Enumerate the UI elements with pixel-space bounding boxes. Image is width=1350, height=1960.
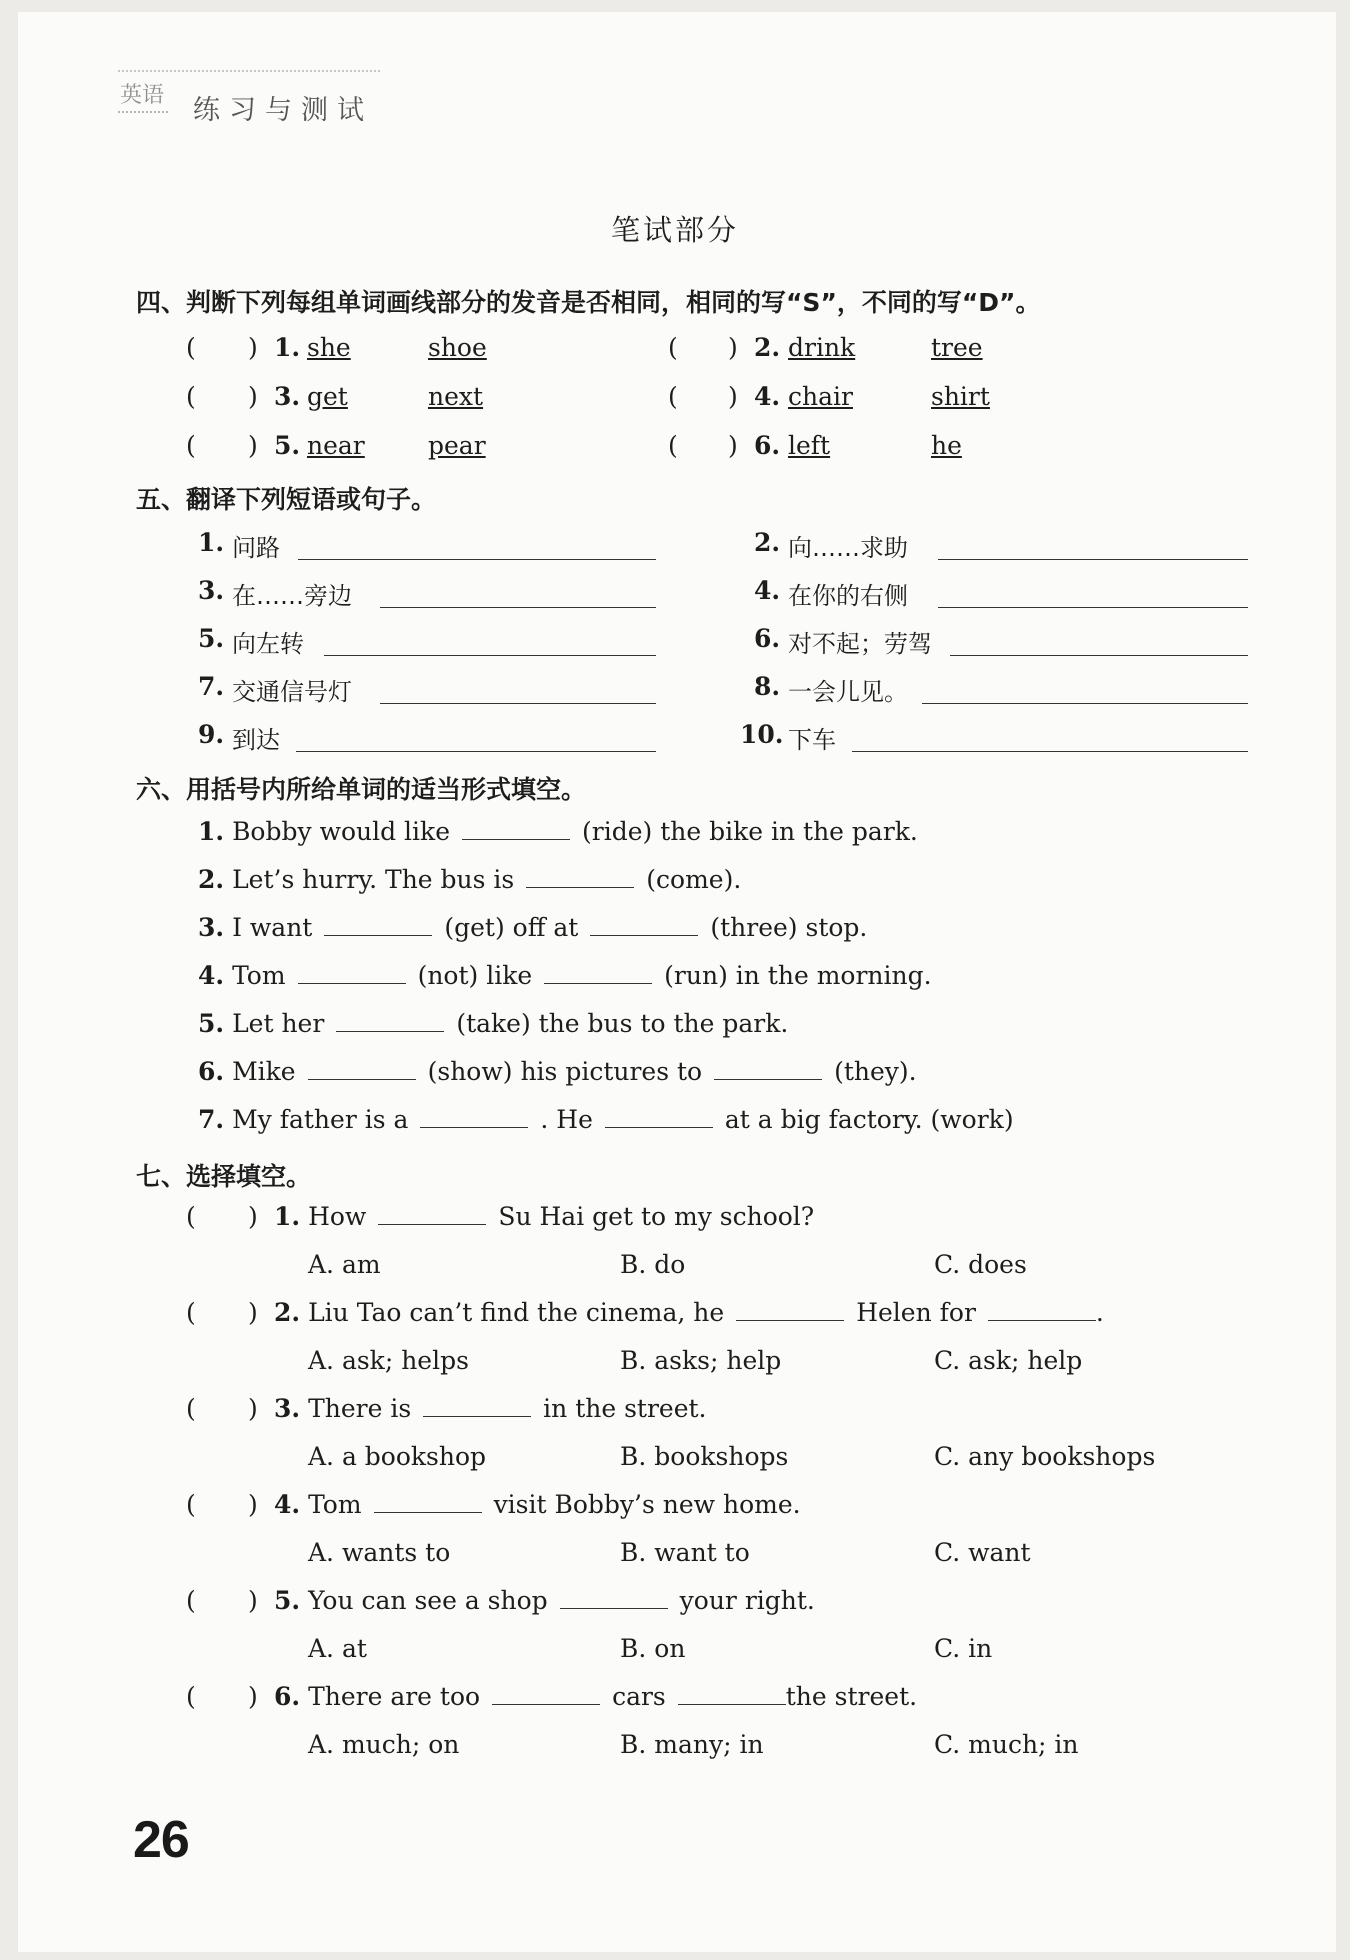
item-number: 9. — [198, 720, 225, 749]
item-number: 3. — [198, 576, 225, 605]
answer-paren-right: ) — [728, 431, 738, 460]
option[interactable]: A. wants to — [308, 1538, 451, 1567]
phrase: 在你的右侧 — [788, 582, 908, 610]
answer-paren-left: ( — [186, 1298, 196, 1327]
option[interactable]: A. much; on — [308, 1730, 460, 1759]
sentence-part: cars — [612, 1682, 666, 1711]
item-number: 6. — [754, 431, 781, 460]
fill-blank[interactable] — [462, 817, 570, 840]
part6-item — [0, 961, 1350, 1005]
mc-options — [0, 1250, 1350, 1294]
sentence-part: Let’s hurry. The bus is — [232, 865, 515, 894]
answer-paren-left: ( — [668, 382, 678, 411]
sentence-part: (they). — [834, 1057, 917, 1086]
answer-paren-right: ) — [248, 431, 258, 460]
sentence-part: your right. — [679, 1586, 815, 1615]
answer-paren-right: ) — [248, 1586, 258, 1615]
item-number: 1. — [274, 1202, 301, 1231]
answer-paren-left: ( — [186, 382, 196, 411]
fill-blank[interactable] — [736, 1298, 844, 1321]
fill-blank[interactable] — [420, 1105, 528, 1128]
sentence-part: (get) off at — [444, 913, 579, 942]
sentence-part: . — [1095, 1298, 1104, 1327]
option[interactable]: C. much; in — [934, 1730, 1079, 1759]
option[interactable]: C. ask; help — [934, 1346, 1083, 1375]
answer-line[interactable] — [296, 750, 656, 752]
option[interactable]: C. does — [934, 1250, 1027, 1279]
part5-row — [0, 624, 1350, 668]
answer-line[interactable] — [852, 750, 1248, 752]
phrase: 问路 — [232, 534, 280, 562]
sentence-part: (come). — [646, 865, 742, 894]
answer-line[interactable] — [938, 558, 1248, 560]
item-number: 2. — [754, 333, 781, 362]
part6-item — [0, 913, 1350, 957]
mc-options — [0, 1346, 1350, 1390]
fill-blank[interactable] — [988, 1298, 1096, 1321]
answer-paren-right: ) — [248, 333, 258, 362]
part6-item — [0, 817, 1350, 861]
item-number: 4. — [274, 1490, 301, 1519]
word: shoe — [428, 333, 487, 362]
sentence-part: visit Bobby’s new home. — [493, 1490, 801, 1519]
word: pear — [428, 431, 486, 460]
answer-line[interactable] — [380, 606, 656, 608]
answer-line[interactable] — [324, 654, 656, 656]
sentence-part: Liu Tao can’t find the cinema, he — [308, 1298, 725, 1327]
item-number: 2. — [274, 1298, 301, 1327]
item-number: 1. — [198, 528, 225, 557]
part5-row — [0, 528, 1350, 572]
answer-paren-left: ( — [186, 431, 196, 460]
phrase: 对不起；劳驾 — [788, 630, 932, 658]
part5-row — [0, 576, 1350, 620]
mc-options — [0, 1538, 1350, 1582]
item-number: 3. — [274, 1394, 301, 1423]
part6-item — [0, 1057, 1350, 1101]
answer-paren-right: ) — [248, 1202, 258, 1231]
word: chair — [788, 382, 853, 411]
item-number: 5. — [198, 1009, 225, 1038]
sentence-part: Su Hai get to my school? — [498, 1202, 815, 1231]
item-number: 4. — [754, 576, 781, 605]
item-number: 6. — [754, 624, 781, 653]
option[interactable]: A. a bookshop — [308, 1442, 487, 1471]
sentence-part: My father is a — [232, 1105, 409, 1134]
item-number: 3. — [274, 382, 301, 411]
mc-options — [0, 1442, 1350, 1486]
part4-row — [0, 382, 1350, 426]
word: he — [931, 431, 962, 460]
part5-row — [0, 720, 1350, 764]
mc-question — [0, 1586, 1350, 1630]
item-number: 3. — [198, 913, 225, 942]
answer-line[interactable] — [950, 654, 1248, 656]
item-number: 5. — [274, 431, 301, 460]
item-number: 6. — [198, 1057, 225, 1086]
page-number: 26 — [133, 1811, 189, 1869]
sentence-part: Tom — [308, 1490, 362, 1519]
item-number: 5. — [198, 624, 225, 653]
mc-question — [0, 1682, 1350, 1726]
answer-paren-left: ( — [186, 1586, 196, 1615]
answer-paren-left: ( — [186, 1202, 196, 1231]
phrase: 交通信号灯 — [232, 678, 352, 706]
sentence-part: I want — [232, 913, 313, 942]
sentence-part: (run) in the morning. — [664, 961, 932, 990]
fill-blank[interactable] — [714, 1057, 822, 1080]
word: she — [307, 333, 351, 362]
sentence-part: There is — [308, 1394, 412, 1423]
word: next — [428, 382, 484, 411]
answer-paren-right: ) — [728, 333, 738, 362]
fill-blank[interactable] — [526, 865, 634, 888]
answer-paren-left: ( — [186, 1490, 196, 1519]
item-number: 1. — [198, 817, 225, 846]
phrase: 向……求助 — [788, 534, 908, 562]
item-number: 2. — [754, 528, 781, 557]
word: shirt — [931, 382, 990, 411]
fill-blank[interactable] — [492, 1682, 600, 1705]
option[interactable]: A. am — [308, 1250, 381, 1279]
option[interactable]: A. ask; helps — [308, 1346, 469, 1375]
item-number: 10. — [740, 720, 784, 749]
fill-blank[interactable] — [544, 961, 652, 984]
subject-badge: 英语 — [118, 78, 168, 113]
answer-paren-left: ( — [668, 333, 678, 362]
mc-question — [0, 1394, 1350, 1438]
item-number: 1. — [274, 333, 301, 362]
answer-line[interactable] — [922, 702, 1248, 704]
sentence-part: You can see a shop — [308, 1586, 548, 1615]
word: left — [788, 431, 831, 460]
sentence-part: (take) the bus to the park. — [456, 1009, 789, 1038]
fill-blank[interactable] — [298, 961, 406, 984]
fill-blank[interactable] — [308, 1057, 416, 1080]
part4-row — [0, 333, 1350, 377]
phrase: 一会儿见。 — [788, 678, 908, 706]
word: tree — [931, 333, 983, 362]
fill-blank[interactable] — [336, 1009, 444, 1032]
answer-paren-right: ) — [248, 382, 258, 411]
option[interactable]: B. want to — [620, 1538, 750, 1567]
phrase: 在……旁边 — [232, 582, 352, 610]
answer-line[interactable] — [938, 606, 1248, 608]
phrase: 向左转 — [232, 630, 304, 658]
answer-paren-right: ) — [248, 1682, 258, 1711]
part6-heading: 六、用括号内所给单词的适当形式填空。 — [136, 775, 587, 804]
item-number: 8. — [754, 672, 781, 701]
option[interactable]: B. bookshops — [620, 1442, 789, 1471]
sentence-part: Helen for — [856, 1298, 976, 1327]
fill-blank[interactable] — [378, 1202, 486, 1225]
answer-paren-right: ) — [248, 1394, 258, 1423]
answer-paren-right: ) — [248, 1298, 258, 1327]
part5-row — [0, 672, 1350, 716]
sentence-part: in the street. — [543, 1394, 707, 1423]
option[interactable]: C. in — [934, 1634, 993, 1663]
answer-paren-left: ( — [668, 431, 678, 460]
part7-heading: 七、选择填空。 — [136, 1162, 312, 1191]
answer-paren-left: ( — [186, 333, 196, 362]
part5-heading: 五、翻译下列短语或句子。 — [136, 485, 437, 514]
sentence-part: . He — [540, 1105, 593, 1134]
mc-question — [0, 1202, 1350, 1246]
section-title: 笔试部分 — [610, 213, 739, 247]
sentence-part: (show) his pictures to — [427, 1057, 703, 1086]
word: get — [307, 382, 348, 411]
fill-blank[interactable] — [590, 913, 698, 936]
part6-item — [0, 1009, 1350, 1053]
sentence-part: There are too — [308, 1682, 481, 1711]
sentence-part: How — [308, 1202, 367, 1231]
option[interactable]: B. on — [620, 1634, 686, 1663]
sentence-part: Tom — [232, 961, 286, 990]
item-number: 4. — [754, 382, 781, 411]
sentence-part: at a big factory. (work) — [724, 1105, 1014, 1134]
header-dotted-rule — [118, 70, 380, 72]
option[interactable]: C. want — [934, 1538, 1031, 1567]
item-number: 2. — [198, 865, 225, 894]
item-number: 5. — [274, 1586, 301, 1615]
mc-question — [0, 1490, 1350, 1534]
sentence-part: Bobby would like — [232, 817, 450, 846]
fill-blank[interactable] — [605, 1105, 713, 1128]
sentence-part: the street. — [785, 1682, 918, 1711]
fill-blank[interactable] — [374, 1490, 482, 1513]
item-number: 4. — [198, 961, 225, 990]
page-header — [118, 70, 618, 130]
mc-options — [0, 1730, 1350, 1774]
sentence-part: (not) like — [417, 961, 533, 990]
mc-question — [0, 1298, 1350, 1342]
option[interactable]: B. do — [620, 1250, 686, 1279]
item-number: 7. — [198, 672, 225, 701]
answer-paren-left: ( — [186, 1394, 196, 1423]
word: near — [307, 431, 365, 460]
part4-row — [0, 431, 1350, 475]
answer-paren-right: ) — [248, 1490, 258, 1519]
answer-paren-left: ( — [186, 1682, 196, 1711]
option[interactable]: C. any bookshops — [934, 1442, 1156, 1471]
sentence-part: (ride) the bike in the park. — [582, 817, 918, 846]
option[interactable]: B. asks; help — [620, 1346, 782, 1375]
sentence-part: Mike — [232, 1057, 296, 1086]
phrase: 下车 — [788, 726, 836, 754]
book-title: 练习与测试 — [193, 95, 373, 126]
part6-item — [0, 865, 1350, 909]
answer-line[interactable] — [380, 702, 656, 704]
sentence-part: Let her — [232, 1009, 325, 1038]
fill-blank[interactable] — [678, 1682, 786, 1705]
part4-heading: 四、判断下列每组单词画线部分的发音是否相同，相同的写“S”，不同的写“D”。 — [136, 288, 1041, 317]
option[interactable]: A. at — [308, 1634, 367, 1663]
word: drink — [788, 333, 856, 362]
sentence-part: (three) stop. — [710, 913, 868, 942]
part6-item — [0, 1105, 1350, 1149]
item-number: 7. — [198, 1105, 225, 1134]
mc-options — [0, 1634, 1350, 1678]
fill-blank[interactable] — [324, 913, 432, 936]
fill-blank[interactable] — [423, 1394, 531, 1417]
fill-blank[interactable] — [560, 1586, 668, 1609]
answer-paren-right: ) — [728, 382, 738, 411]
phrase: 到达 — [232, 726, 280, 754]
item-number: 6. — [274, 1682, 301, 1711]
option[interactable]: B. many; in — [620, 1730, 764, 1759]
answer-line[interactable] — [298, 558, 656, 560]
